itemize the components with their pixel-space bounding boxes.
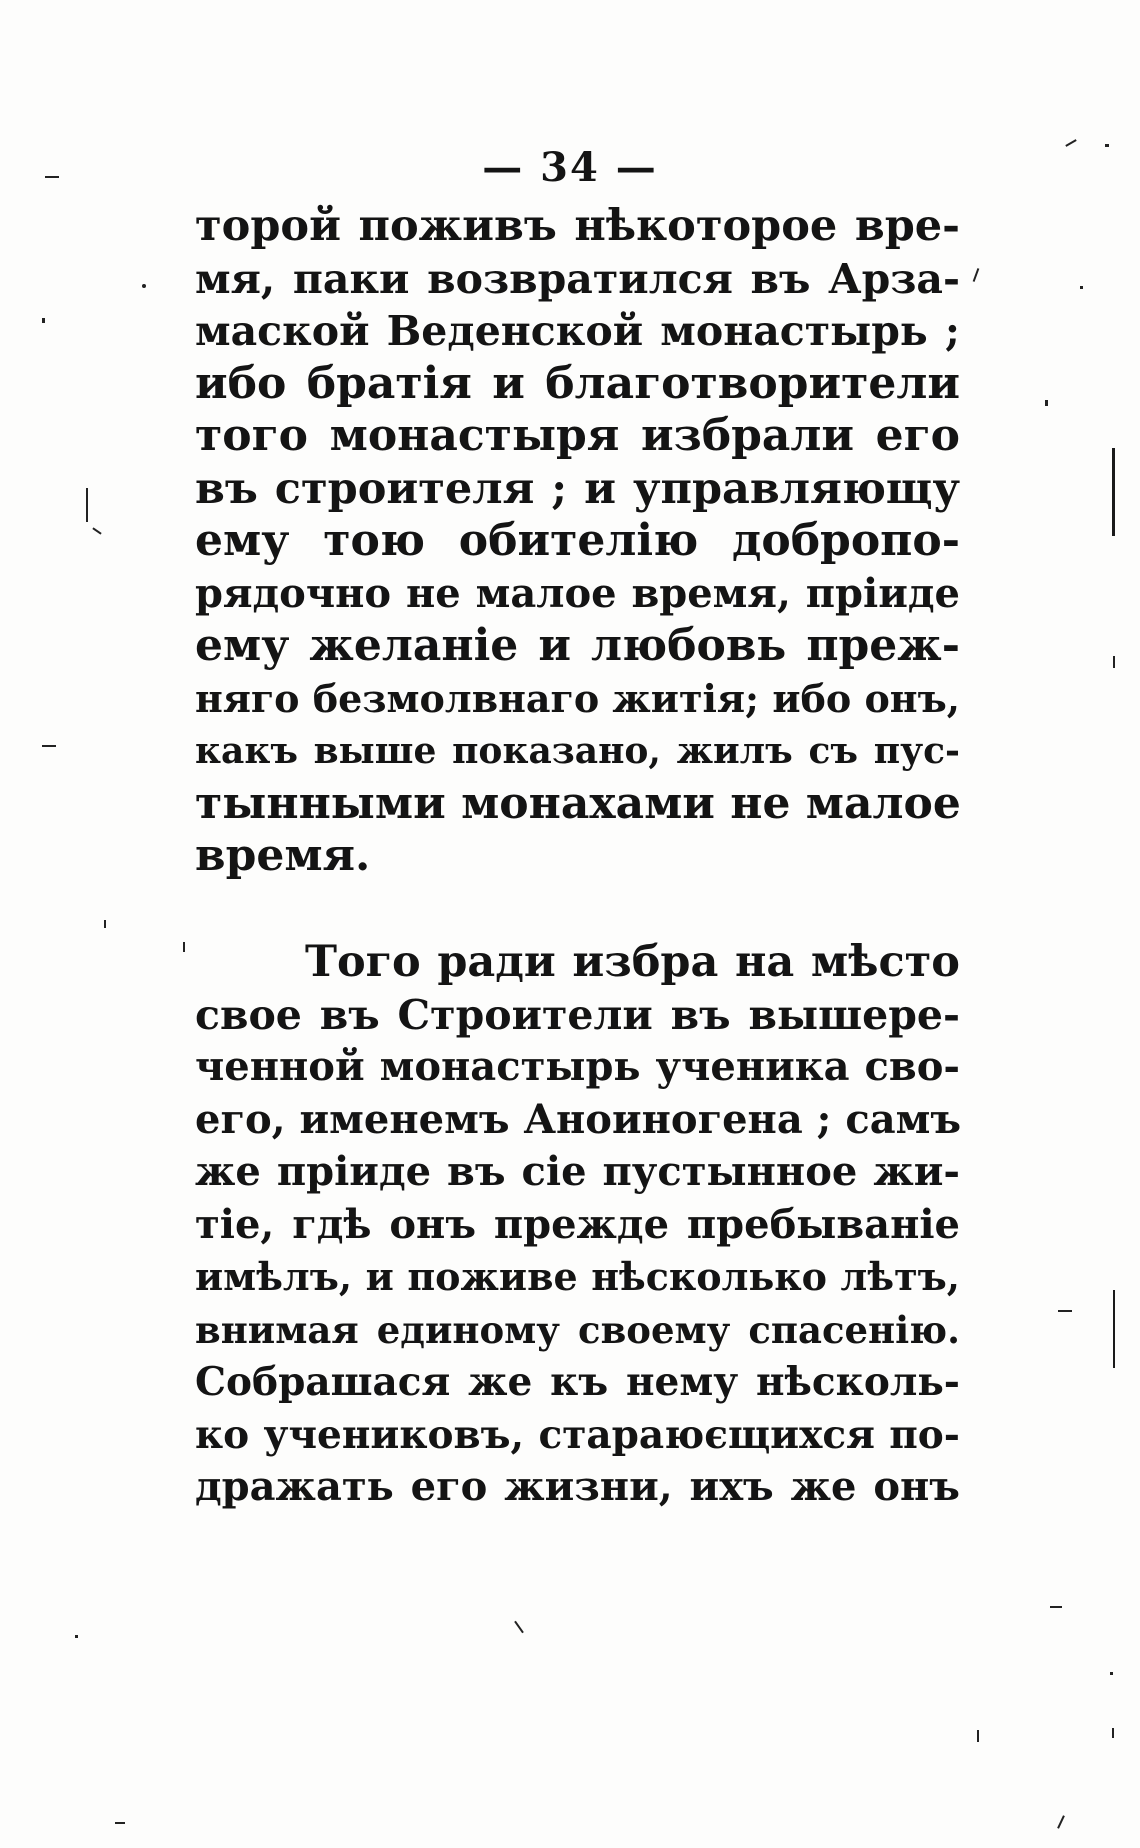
text-line: дражать его жизни, ихъ же онъ [195,1463,960,1510]
page-number: — 34 — [482,144,658,191]
scan-edge-mark [1113,1290,1115,1368]
paragraph-1 [195,200,960,883]
text-line: ему желаніе и любовь преж- [195,620,960,671]
text-line: торой поживъ нѣкоторое вре- [195,201,960,251]
paragraph-2 [195,936,960,1514]
text-line: его, именемъ Аноиногена ; самъ [195,1095,962,1143]
text-line: тіе, гдѣ онъ прежде пребываніе [195,1200,960,1248]
scan-speck [42,318,45,323]
scan-speck [1080,286,1083,289]
text-line: свое въ Строители въ вышере- [195,990,960,1039]
scan-speck [1057,1815,1065,1829]
scan-speck [86,488,88,522]
text-line: время. [195,830,371,881]
scan-speck [973,268,980,282]
scan-speck [104,920,106,928]
text-line: маской Веденской монастырь ; [195,307,960,355]
text-line: ибо братія и благотворители [195,357,960,409]
text-line: имѣлъ, и поживе нѣсколько лѣтъ, [195,1254,960,1299]
scan-speck [1058,1310,1072,1312]
scan-edge-mark [1112,448,1115,536]
text-line: ко учениковъ, стараюєщихся по- [195,1411,960,1458]
text-line: какъ выше показано, жилъ съ пус- [195,730,960,772]
text-line: рядочно не малое время, пріиде [195,569,960,617]
text-line: няго безмолвнаго житія; ибо онъ, [195,675,960,721]
text-line: Того ради избра на мѣсто [305,937,960,987]
scan-speck [514,1621,524,1634]
scan-speck [1045,400,1048,406]
text-line: въ строителя ; и управляющу [195,463,960,514]
scan-speck [42,745,56,747]
scan-speck [92,527,101,534]
text-line: ему тою обителію добропо- [195,515,960,566]
scan-speck [1112,1728,1114,1738]
text-line: того монастыря избрали его [195,410,960,461]
text-line: ченной монастырь ученика сво- [195,1043,960,1090]
scan-speck [1113,656,1115,668]
scan-speck [977,1730,979,1742]
text-line: мя, паки возвратился въ Арза- [195,254,960,303]
scan-speck [115,1822,125,1824]
scan-speck [1105,144,1109,147]
scan-speck [75,1635,78,1638]
scan-speck [1050,1606,1062,1608]
text-line: Собрашася же къ нему нѣсколь- [195,1359,960,1405]
text-line: тынными монахами не малое [195,777,961,829]
text-line: же пріиде въ сіе пустынное жи- [195,1148,960,1195]
scan-speck [1110,1672,1113,1675]
scan-speck [45,176,59,178]
scan-speck [142,284,146,288]
text-line: внимая единому своему спасенію. [195,1307,960,1352]
scan-speck [183,942,185,952]
